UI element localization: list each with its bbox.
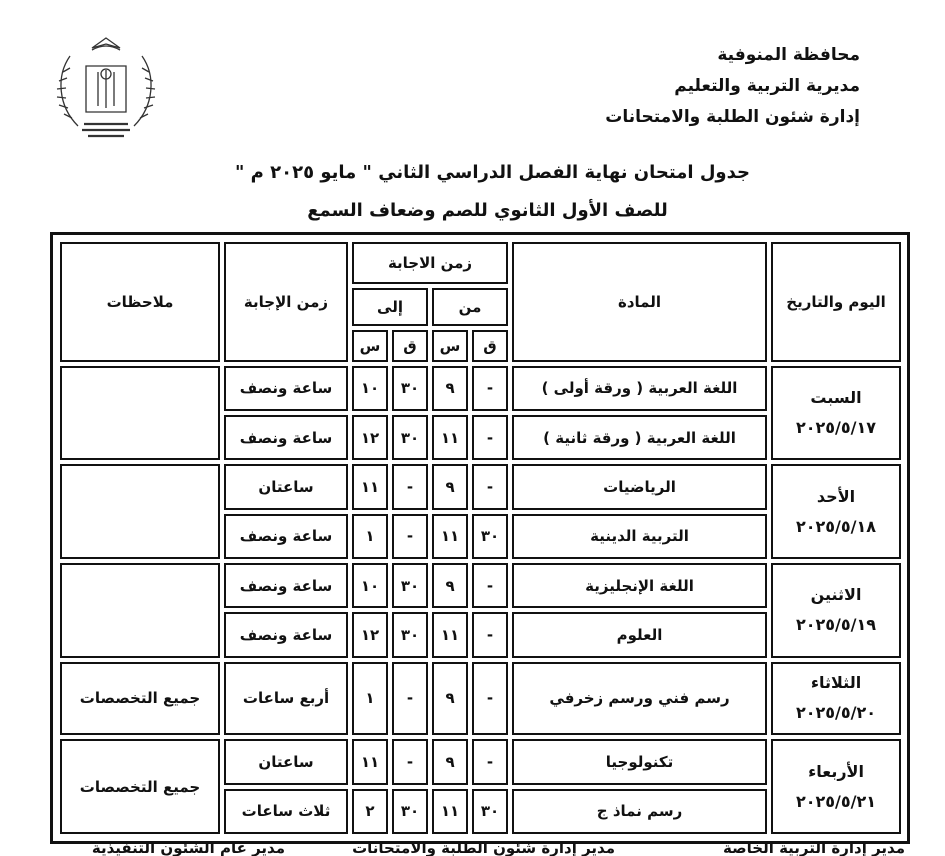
- header-subject: المادة: [512, 242, 767, 362]
- duration-cell: ثلاث ساعات: [224, 789, 348, 834]
- duration-cell: ساعة ونصف: [224, 366, 348, 411]
- notes-cell: [60, 464, 220, 559]
- day-date-cell: [771, 366, 901, 461]
- subject-cell: اللغة الإنجليزية: [512, 563, 767, 608]
- from-hours-cell: ٩: [432, 739, 468, 784]
- header-from-minutes: ق: [472, 330, 508, 362]
- to-minutes-cell: ٣٠: [392, 415, 428, 460]
- duration-cell: ساعتان: [224, 464, 348, 509]
- day-name: الاثنين: [810, 585, 862, 605]
- governorate-emblem-logo: [48, 26, 164, 146]
- day-date-cell: [771, 464, 901, 559]
- header-from-hours: س: [432, 330, 468, 362]
- subject-cell: اللغة العربية ( ورقة ثانية ): [512, 415, 767, 460]
- from-hours-cell: ١١: [432, 612, 468, 657]
- header-duration: زمن الإجابة: [224, 242, 348, 362]
- header: [605, 40, 860, 133]
- from-hours-cell: ٩: [432, 662, 468, 736]
- header-notes: ملاحظات: [60, 242, 220, 362]
- to-hours-cell: ١١: [352, 739, 388, 784]
- table-row: [60, 464, 901, 509]
- duration-cell: ساعة ونصف: [224, 612, 348, 657]
- notes-cell: جميع التخصصات: [60, 662, 220, 736]
- day-date-cell: [771, 739, 901, 834]
- to-hours-cell: ١٢: [352, 415, 388, 460]
- day-date-cell: [771, 563, 901, 658]
- exam-date: ٢٠٢٥/٥/١٨: [795, 516, 877, 536]
- subject-cell: رسم نماذ ج: [512, 789, 767, 834]
- to-hours-cell: ١١: [352, 464, 388, 509]
- to-minutes-cell: ٣٠: [392, 612, 428, 657]
- footer-special-education-director: مدير إدارة التربية الخاصة: [723, 843, 905, 856]
- day-date-cell: [771, 662, 901, 736]
- from-minutes-cell: -: [472, 415, 508, 460]
- to-hours-cell: ١: [352, 514, 388, 559]
- from-minutes-cell: ٣٠: [472, 514, 508, 559]
- schedule-title: جدول امتحان نهاية الفصل الدراسي الثاني " مايو ٢٠٢٥ م ": [235, 162, 750, 183]
- footer-executive-director: مدير عام الشئون التنفيذية: [91, 843, 285, 856]
- directorate-name: مديرية التربية والتعليم: [674, 76, 860, 96]
- signatures-footer: [0, 843, 945, 856]
- from-hours-cell: ١١: [432, 789, 468, 834]
- table-row: [60, 662, 901, 736]
- header-day-date: اليوم والتاريخ: [771, 242, 901, 362]
- from-minutes-cell: -: [472, 662, 508, 736]
- header-row: [60, 242, 901, 284]
- header-from: من: [432, 288, 508, 326]
- to-minutes-cell: ٣٠: [392, 366, 428, 411]
- governorate-name: محافظة المنوفية: [717, 45, 860, 65]
- to-minutes-cell: -: [392, 739, 428, 784]
- from-hours-cell: ٩: [432, 464, 468, 509]
- to-minutes-cell: ٣٠: [392, 563, 428, 608]
- notes-cell: [60, 563, 220, 658]
- subject-cell: التربية الدينية: [512, 514, 767, 559]
- table-row: [60, 739, 901, 784]
- duration-cell: ساعة ونصف: [224, 514, 348, 559]
- subject-cell: رسم فني ورسم زخرفي: [512, 662, 767, 736]
- from-hours-cell: ١١: [432, 415, 468, 460]
- table-row: [60, 366, 901, 411]
- from-hours-cell: ٩: [432, 366, 468, 411]
- duration-cell: ساعة ونصف: [224, 563, 348, 608]
- exam-schedule-table: [56, 238, 905, 838]
- to-hours-cell: ١٢: [352, 612, 388, 657]
- from-minutes-cell: -: [472, 563, 508, 608]
- from-hours-cell: ١١: [432, 514, 468, 559]
- to-hours-cell: ١٠: [352, 366, 388, 411]
- subject-cell: اللغة العربية ( ورقة أولى ): [512, 366, 767, 411]
- department-name: إدارة شئون الطلبة والامتحانات: [605, 107, 860, 127]
- schedule-subtitle: للصف الأول الثانوي للصم وضعاف السمع: [307, 200, 668, 221]
- subject-cell: العلوم: [512, 612, 767, 657]
- duration-cell: ساعتان: [224, 739, 348, 784]
- day-name: الأحد: [816, 486, 856, 506]
- to-minutes-cell: -: [392, 514, 428, 559]
- footer-exams-director: مدير إدارة شئون الطلبة والامتحانات: [352, 843, 615, 856]
- from-minutes-cell: ٣٠: [472, 789, 508, 834]
- day-name: الأربعاء: [808, 761, 864, 781]
- to-minutes-cell: ٣٠: [392, 789, 428, 834]
- from-hours-cell: ٩: [432, 563, 468, 608]
- subject-cell: تكنولوجيا: [512, 739, 767, 784]
- notes-cell: جميع التخصصات: [60, 739, 220, 834]
- header-to-minutes: ق: [392, 330, 428, 362]
- from-minutes-cell: -: [472, 464, 508, 509]
- from-minutes-cell: -: [472, 612, 508, 657]
- exam-date: ٢٠٢٥/٥/١٧: [795, 418, 877, 437]
- table-row: [60, 563, 901, 608]
- from-minutes-cell: -: [472, 366, 508, 411]
- to-minutes-cell: -: [392, 662, 428, 736]
- to-minutes-cell: -: [392, 464, 428, 509]
- header-answer-time-group: زمن الاجابة: [352, 242, 508, 284]
- day-name: الثلاثاء: [810, 673, 862, 693]
- exam-date: ٢٠٢٥/٥/٢٠: [795, 703, 877, 723]
- to-hours-cell: ١٠: [352, 563, 388, 608]
- exam-date: ٢٠٢٥/٥/١٩: [795, 615, 877, 635]
- to-hours-cell: ١: [352, 662, 388, 736]
- header-to: إلى: [352, 288, 428, 326]
- subject-cell: الرياضيات: [512, 464, 767, 509]
- to-hours-cell: ٢: [352, 789, 388, 834]
- exam-date: ٢٠٢٥/٥/٢١: [795, 791, 877, 811]
- exam-schedule-table-frame: [50, 232, 910, 844]
- day-name: السبت: [810, 388, 862, 407]
- from-minutes-cell: -: [472, 739, 508, 784]
- notes-cell: [60, 366, 220, 461]
- duration-cell: أربع ساعات: [224, 662, 348, 736]
- header-to-hours: س: [352, 330, 388, 362]
- duration-cell: ساعة ونصف: [224, 415, 348, 460]
